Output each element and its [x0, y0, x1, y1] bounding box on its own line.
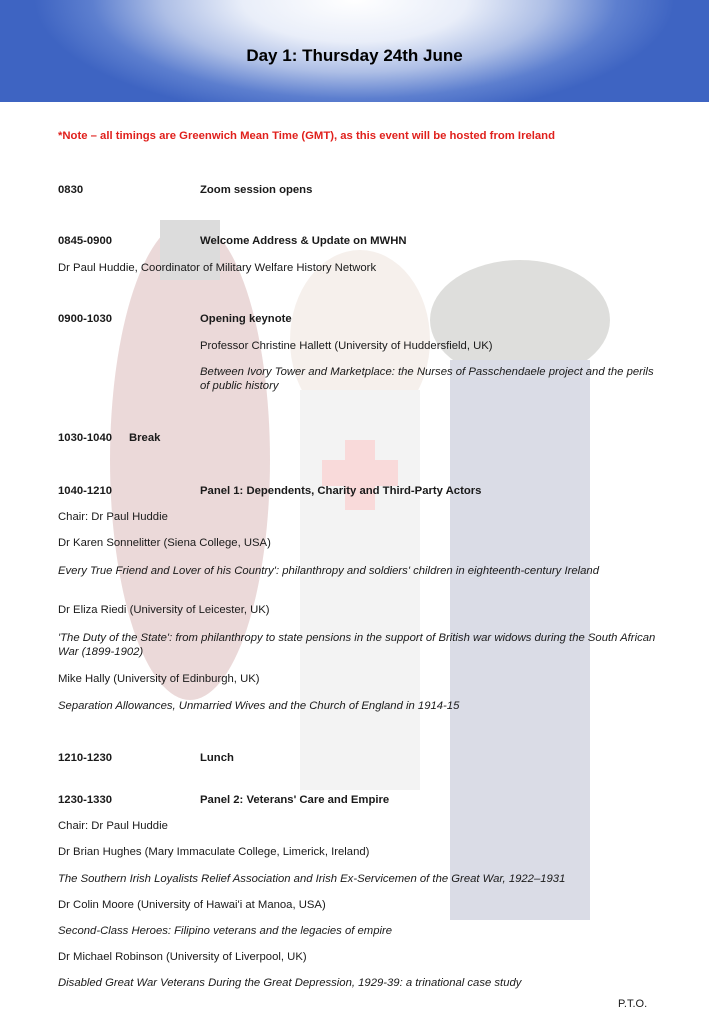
page-title: Day 1: Thursday 24th June	[246, 46, 463, 65]
session-title-0845: Welcome Address & Update on MWHN	[200, 235, 407, 247]
panel-2-title: Panel 2: Veterans' Care and Empire	[200, 794, 390, 806]
panel-1-speaker-3: Mike Hally (University of Edinburgh, UK)	[58, 673, 260, 685]
lunch-title: Lunch	[200, 752, 234, 764]
speaker-0845: Dr Paul Huddie, Coordinator of Military Welfare History Network	[58, 262, 377, 274]
panel-1-talk-3: Separation Allowances, Unmarried Wives and the Church of England in 1914-15	[58, 700, 460, 712]
keynote-talk: Between Ivory Tower and Marketplace: the Nurses of Passchendaele project and the perils of public history	[200, 366, 654, 392]
time-1030: 1030-1040	[58, 432, 113, 444]
panel-2-chair: Chair: Dr Paul Huddie	[58, 820, 168, 832]
pto-label: P.T.O.	[618, 998, 648, 1010]
time-0845: 0845-0900	[58, 235, 113, 247]
session-title-0900: Opening keynote	[200, 313, 292, 325]
panel-1-speaker-2: Dr Eliza Riedi (University of Leicester, UK)	[58, 604, 270, 616]
time-panel-2: 1230-1330	[58, 794, 113, 806]
panel-2-speaker-2: Dr Colin Moore (University of Hawai'i at Manoa, USA)	[58, 899, 326, 911]
panel-1-chair: Chair: Dr Paul Huddie	[58, 511, 168, 523]
gmt-note: *Note – all timings are Greenwich Mean Time (GMT), as this event will be hosted from Ireland	[58, 130, 555, 142]
keynote-speaker: Professor Christine Hallett (University of Huddersfield, UK)	[200, 340, 493, 352]
break-title: Break	[129, 432, 161, 444]
panel-2-talk-1: The Southern Irish Loyalists Relief Association and Irish Ex-Servicemen of the Great War, 1922–1931	[58, 873, 566, 885]
panel-1-speaker-1: Dr Karen Sonnelitter (Siena College, USA)	[58, 537, 271, 549]
panel-2-talk-3: Disabled Great War Veterans During the Great Depression, 1929-39: a trinational case study	[58, 977, 522, 989]
panel-2-speaker-3: Dr Michael Robinson (University of Liverpool, UK)	[58, 951, 307, 963]
panel-1-title: Panel 1: Dependents, Charity and Third-Party Actors	[200, 485, 482, 497]
panel-2-speaker-1: Dr Brian Hughes (Mary Immaculate College, Limerick, Ireland)	[58, 846, 370, 858]
time-0830: 0830	[58, 184, 84, 196]
panel-1-talk-1: Every True Friend and Lover of his Country': philanthropy and soldiers' children in eighteenth-century Ireland	[58, 565, 599, 577]
panel-1-talk-2: 'The Duty of the State': from philanthropy to state pensions in the support of British war widows during the South African War (1899-1902)	[58, 632, 656, 658]
time-0900: 0900-1030	[58, 313, 113, 325]
time-1210: 1210-1230	[58, 752, 113, 764]
panel-2-talk-2: Second-Class Heroes: Filipino veterans and the legacies of empire	[58, 925, 393, 937]
time-panel-1: 1040-1210	[58, 485, 113, 497]
session-title-0830: Zoom session opens	[200, 184, 313, 196]
